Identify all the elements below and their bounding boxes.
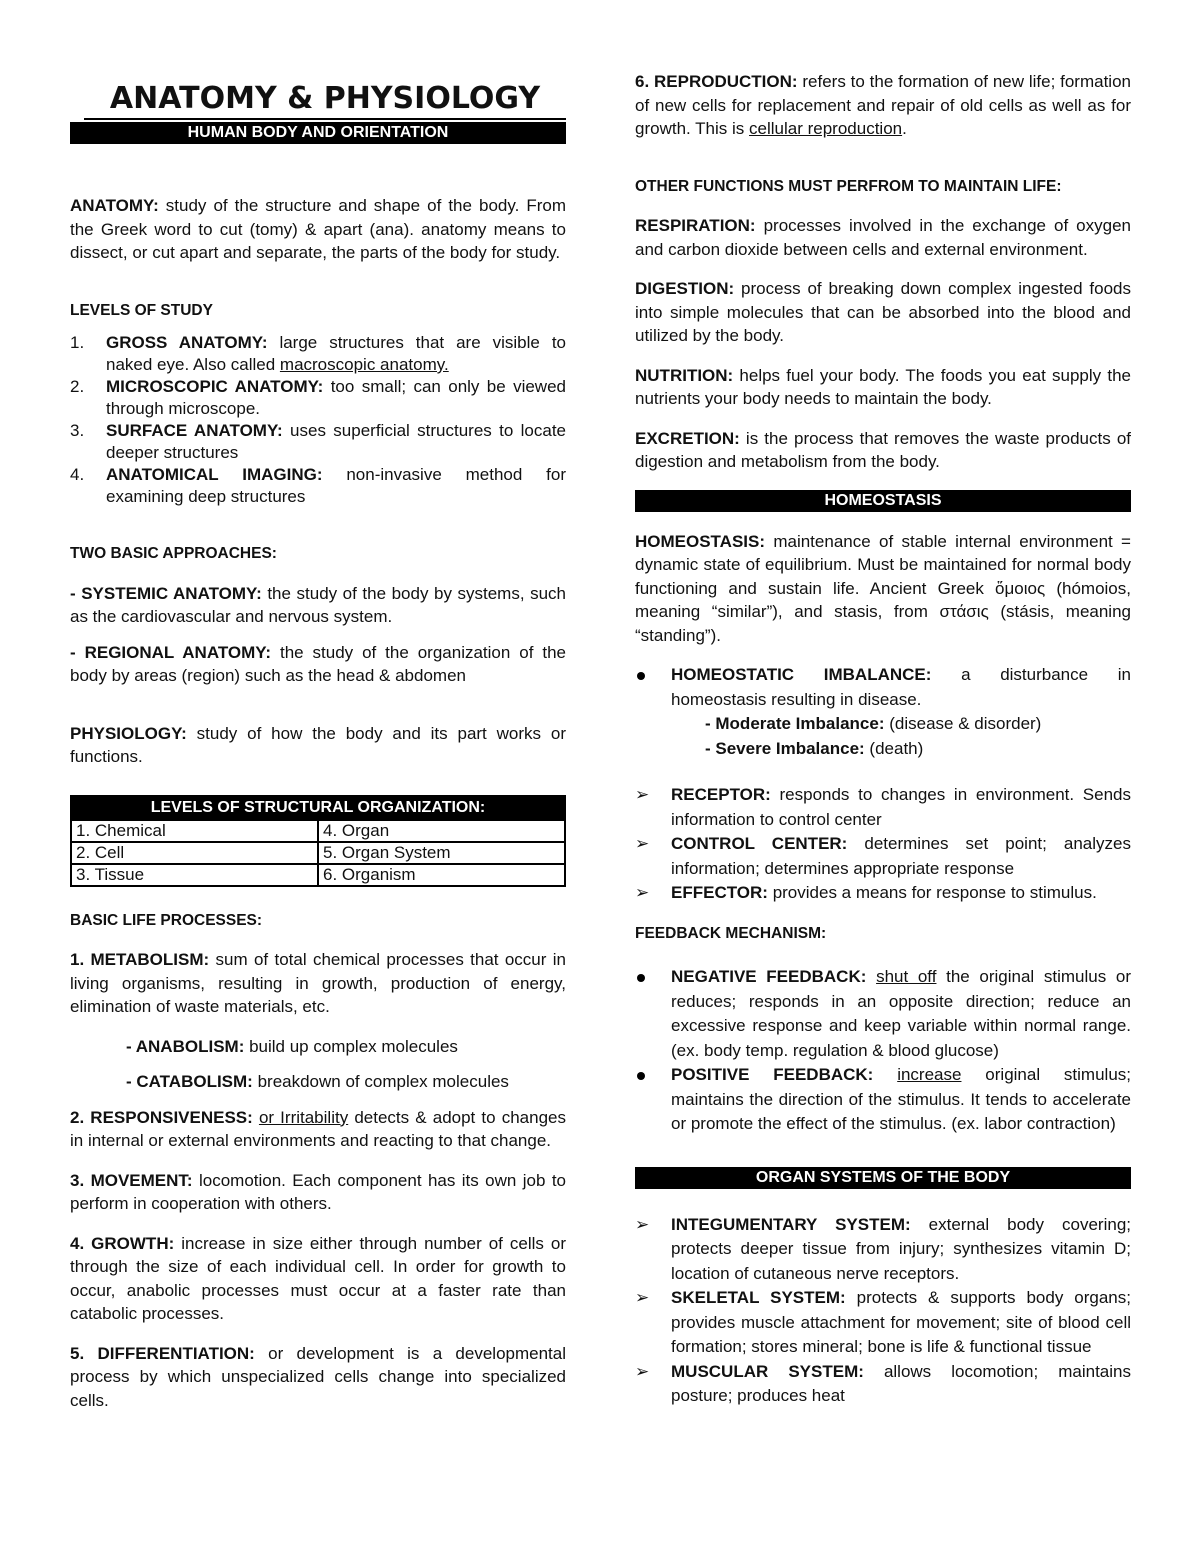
definition: locomotion. Each component has its own job to perform in cooperation with others. xyxy=(70,1170,566,1213)
table-cell: 1. Chemical xyxy=(71,820,318,842)
arrow-bullet-icon: ➢ xyxy=(635,1214,650,1234)
excretion xyxy=(635,427,1131,474)
moderate-imbalance xyxy=(671,712,1131,737)
arrow-bullet-icon: ➢ xyxy=(635,785,650,804)
table-row xyxy=(71,842,565,864)
table-row xyxy=(71,864,565,886)
term: ANATOMY: xyxy=(70,196,159,215)
term: HOMEOSTATIC IMBALANCE: xyxy=(671,665,932,684)
arrow-bullet-icon: ➢ xyxy=(635,883,650,902)
term: MICROSCOPIC ANATOMY: xyxy=(106,377,324,396)
respiration xyxy=(635,214,1131,261)
term: INTEGUMENTARY SYSTEM: xyxy=(671,1214,911,1234)
definition: study of the structure and shape of the body. From the Greek word to cut (tomy) & apart (ana). anatomy means to dissect, or cut apart and separate, the parts of the body for study. xyxy=(70,196,566,262)
arrow-bullet-icon: ➢ xyxy=(635,1361,650,1381)
metabolism xyxy=(70,948,566,1019)
list-item xyxy=(635,1063,1131,1137)
term: PHYSIOLOGY: xyxy=(70,723,187,743)
definition: (death) xyxy=(864,738,924,758)
term: - SYSTEMIC ANATOMY: xyxy=(70,583,262,603)
term: NEGATIVE FEEDBACK: xyxy=(671,967,867,986)
definition: a disturbance in homeostasis resulting in disease. xyxy=(671,665,1131,709)
anabolism xyxy=(70,1035,566,1059)
organ-systems-list xyxy=(635,1213,1131,1409)
term: 4. GROWTH: xyxy=(70,1233,175,1253)
definition: determines set point; analyzes information; determines appropriate response xyxy=(671,834,1131,878)
item-number: 4. xyxy=(70,465,85,484)
table-cell: 6. Organism xyxy=(318,864,565,886)
term: EFFECTOR: xyxy=(671,883,768,902)
item-number: 2. xyxy=(70,377,85,396)
differentiation xyxy=(70,1342,566,1413)
list-item xyxy=(635,832,1131,881)
definition: or development is a developmental process by which unspecialized cells change into specialized cells. xyxy=(70,1343,567,1410)
term: CONTROL CENTER: xyxy=(671,834,848,853)
bullet-icon xyxy=(637,1072,645,1080)
catabolism xyxy=(70,1070,566,1094)
table-row xyxy=(71,820,565,842)
term: 6. REPRODUCTION: xyxy=(635,72,798,91)
definition: (disease & disorder) xyxy=(884,714,1042,733)
anatomy-definition xyxy=(70,194,566,265)
item-number: 1. xyxy=(70,333,85,352)
term: MUSCULAR SYSTEM: xyxy=(671,1361,864,1381)
table-cell: 3. Tissue xyxy=(71,864,318,886)
term: RESPIRATION: xyxy=(635,216,756,235)
homeostasis-definition xyxy=(635,530,1131,648)
term: - Severe Imbalance: xyxy=(705,738,865,758)
list-item xyxy=(70,332,566,376)
definition: uses superficial structures to locate deeper structures xyxy=(106,421,567,462)
definition: responds to changes in environment. Sends information to control center xyxy=(671,785,1131,829)
period: . xyxy=(902,119,907,138)
table-cell: 4. Organ xyxy=(318,820,565,842)
term: POSITIVE FEEDBACK: xyxy=(671,1065,874,1084)
definition: external body covering; protects deeper tissue from injury; synthesizes vitamin D; location of cutaneous nerve receptors. xyxy=(671,1214,1131,1283)
term: GROSS ANATOMY: xyxy=(106,333,268,352)
definition: the original stimulus or reduces; responds in an opposite direction; reduce an excessive response and keep variable within normal range. (ex. body temp. regulation & blood glucose) xyxy=(671,967,1131,1060)
definition: is the process that removes the waste products of digestion and metabolism from the body. xyxy=(635,428,1131,471)
bullet-icon xyxy=(637,672,645,680)
definition: refers to the formation of new life; formation of new cells for replacement and repair of old cells as well as for growth. This is xyxy=(635,72,1131,138)
term: SURFACE ANATOMY: xyxy=(106,421,283,440)
term: - ANABOLISM: xyxy=(126,1036,245,1056)
term: - REGIONAL ANATOMY: xyxy=(70,642,272,662)
term: 2. RESPONSIVENESS: xyxy=(70,1107,253,1127)
list-item xyxy=(635,965,1131,1063)
underlined-term: or Irritability xyxy=(258,1107,349,1127)
nutrition xyxy=(635,364,1131,411)
systemic-anatomy xyxy=(70,582,566,629)
reproduction xyxy=(635,70,1131,141)
definition: original stimulus; maintains the direction of the stimulus. It tends to accelerate or promote the effect of the stimulus. (ex. labor contraction) xyxy=(671,1065,1132,1133)
underlined-term: macroscopic anatomy. xyxy=(279,355,449,374)
definition: breakdown of complex molecules xyxy=(252,1072,509,1091)
definition: the study of the organization of the body by areas (region) such as the head & abdomen xyxy=(70,642,566,685)
control-components-list xyxy=(635,783,1131,906)
list-item xyxy=(70,464,566,508)
spacer xyxy=(866,967,876,986)
imbalance-list xyxy=(635,663,1131,761)
term: 5. DIFFERENTIATION: xyxy=(70,1343,255,1363)
physiology-definition xyxy=(70,722,566,769)
structural-organization-table xyxy=(70,795,566,887)
feedback-list xyxy=(635,965,1131,1137)
definition: study of how the body and its part works or functions. xyxy=(70,723,566,766)
definition: the study of the body by systems, such as the cardiovascular and nervous system. xyxy=(70,583,566,626)
subtitle-bar: HUMAN BODY AND ORIENTATION xyxy=(70,122,566,144)
left-column xyxy=(70,70,566,1412)
definition: too small; can only be viewed through microscope. xyxy=(106,377,566,418)
list-item xyxy=(70,420,566,464)
levels-list xyxy=(70,332,566,508)
list-item xyxy=(635,1286,1131,1360)
approaches-heading: TWO BASIC APPROACHES: xyxy=(70,545,277,562)
definition: large structures that are visible to naked eye. Also called xyxy=(106,333,566,374)
list-item xyxy=(635,783,1131,832)
movement xyxy=(70,1169,566,1216)
term: 3. MOVEMENT: xyxy=(70,1170,193,1190)
term: SKELETAL SYSTEM: xyxy=(671,1288,846,1307)
term: - CATABOLISM: xyxy=(126,1072,253,1091)
digestion xyxy=(635,277,1131,348)
definition: helps fuel your body. The foods you eat supply the nutrients your body needs to maintain the body. xyxy=(635,365,1131,408)
item-number: 3. xyxy=(70,421,85,440)
page-title: ANATOMY & PHYSIOLOGY xyxy=(84,70,566,120)
definition: increase in size either through number of cells or through the size of each individual cell. In order for growth to occur, anabolic processes must occur at a faster rate than catabolic processes. xyxy=(70,1233,566,1323)
definition: process of breaking down complex ingested foods into simple molecules that can be absorbed into the blood and utilized by the body. xyxy=(635,279,1131,345)
spacer xyxy=(873,1065,897,1084)
basic-life-processes-heading: BASIC LIFE PROCESSES: xyxy=(70,911,263,929)
underlined-term: cellular reproduction xyxy=(749,119,903,138)
definition: provides a means for response to stimulus. xyxy=(767,883,1097,902)
term: NUTRITION: xyxy=(635,365,734,385)
term: HOMEOSTASIS: xyxy=(635,531,766,551)
list-item xyxy=(635,1360,1131,1409)
table-cell: 2. Cell xyxy=(71,842,318,864)
definition: maintenance of stable internal environment = dynamic state of equilibrium. Must be maintained for normal body functioning and sustain life. Ancient Greek ὅμοιος (hómoios, meaning “similar”), and stasis, from στάσις (stásis, meaning “standing”). xyxy=(635,531,1131,645)
growth xyxy=(70,1232,566,1326)
arrow-bullet-icon: ➢ xyxy=(635,1288,650,1307)
list-item xyxy=(635,1213,1131,1287)
table-cell: 5. Organ System xyxy=(318,842,565,864)
table-header: LEVELS OF STRUCTURAL ORGANIZATION: xyxy=(71,796,565,820)
bullet-icon xyxy=(637,974,645,982)
list-item xyxy=(70,376,566,420)
term: 1. METABOLISM: xyxy=(70,950,210,969)
definition: build up complex molecules xyxy=(244,1036,458,1056)
arrow-bullet-icon: ➢ xyxy=(635,834,650,853)
term: EXCRETION: xyxy=(635,428,740,448)
right-column xyxy=(635,70,1131,1409)
definition: non-invasive method for examining deep structures xyxy=(106,465,566,506)
feedback-heading: FEEDBACK MECHANISM: xyxy=(635,924,827,942)
responsiveness xyxy=(70,1106,566,1153)
list-item xyxy=(635,663,1131,761)
definition: protects & supports body organs; provides muscle attachment for movement; site of blood cell formation; stores mineral; bone is life & functional tissue xyxy=(671,1288,1131,1356)
severe-imbalance xyxy=(671,737,1131,762)
regional-anatomy xyxy=(70,641,566,688)
levels-heading: LEVELS OF STUDY xyxy=(70,301,213,319)
homeostasis-bar: HOMEOSTASIS xyxy=(635,490,1131,512)
term: RECEPTOR: xyxy=(671,785,771,804)
term: ANATOMICAL IMAGING: xyxy=(106,465,323,484)
definition: sum of total chemical processes that occur in living organisms, resulting in growth, production of energy, elimination of waste materials, etc. xyxy=(70,950,566,1016)
definition: detects & adopt to changes in internal or external environments and reacting to that change. xyxy=(70,1107,566,1150)
term: - Moderate Imbalance: xyxy=(705,714,885,733)
underlined-term: shut off xyxy=(876,967,937,986)
organ-systems-bar: ORGAN SYSTEMS OF THE BODY xyxy=(635,1167,1131,1189)
other-functions-heading: OTHER FUNCTIONS MUST PERFROM TO MAINTAIN LIFE: xyxy=(635,177,1062,195)
term: DIGESTION: xyxy=(635,279,735,298)
underlined-term: increase xyxy=(897,1065,962,1084)
definition: allows locomotion; maintains posture; produces heat xyxy=(671,1361,1131,1405)
list-item xyxy=(635,881,1131,906)
definition: processes involved in the exchange of oxygen and carbon dioxide between cells and external environment. xyxy=(635,216,1131,259)
